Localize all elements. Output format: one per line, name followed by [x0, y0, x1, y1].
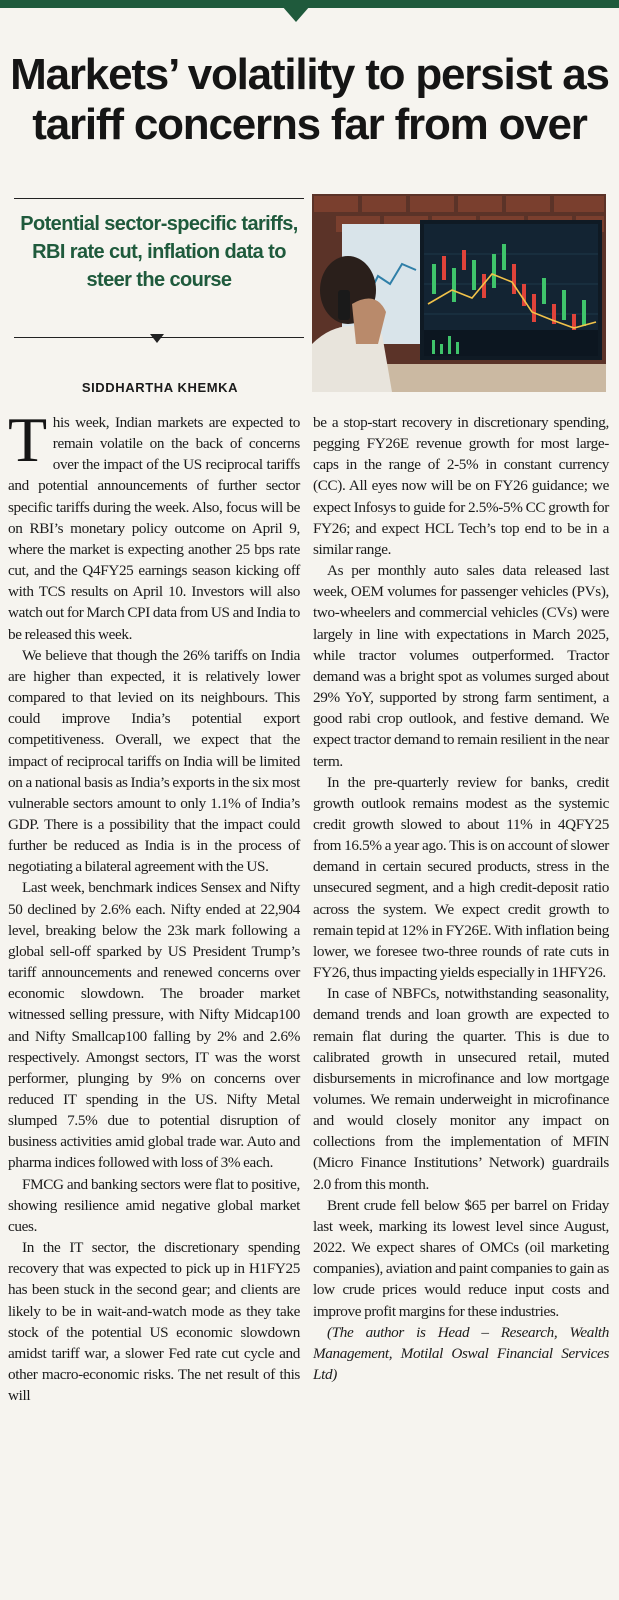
article-paragraph: We believe that though the 26% tariffs on India are higher than expected, it is relatively lower compared to that levied on its neighbours. This could improve India’s potential export competitiveness. Overall, we expect that the impact of reciprocal tariffs on India will be limited on a national basis as India’s exports in the six most vulnerable sectors amount to only 1.1% of India’s GDP. There is a possibility that the impact could further be reduced as India is in the process of negotiating a bilateral agreement with the US. [8, 646, 300, 876]
headline: Markets’ volatility to persist as tariff concerns far from over [10, 50, 609, 149]
article-paragraph: FMCG and banking sectors were flat to positive, showing resilience amid negative global market cues. [8, 1175, 300, 1235]
byline-author: SIDDHARTHA KHEMKA [81, 380, 239, 395]
article-paragraph: In the pre-quarterly review for banks, credit growth outlook remains modest as the systemic credit growth slowed to about 11% in 4QFY25 from 16.5% a year ago. This is on account of slower demand in certain secured products, stress in the unsecured segment, and a high credit-deposit ratio across the system. We expect credit growth to remain tepid at 12% in FY26E. With inflation being lower, we foresee two-three rounds of rate cuts in FY26, thus impacting yields especially in 1HFY26. [313, 773, 609, 982]
trader-on-phone-with-stock-charts-image [312, 194, 606, 392]
article-paragraph: As per monthly auto sales data released last week, OEM volumes for passenger vehicles (PVs), two-wheelers and commercial vehicles (CVs) were largely in line with expectations in March 2025, while tractor volumes outperformed. Tractor demand was a bright spot as volumes surged about 29% YoY, supported by strong farm sentiment, a good rabi crop outlook, and festive demand. We expect tractor demand to remain resilient in the near term. [313, 562, 609, 770]
drop-cap: T [8, 404, 47, 475]
article-paragraph: Brent crude fell below $65 per barrel on Friday last week, marking its lowest level since August, 2022. We expect shares of OMCs (oil marketing companies), aviation and paint companies to gain as low crude prices would reduce input costs and improve profit margins for these industries. [313, 1196, 609, 1320]
top-notch-marker [282, 6, 310, 22]
article-column-left [8, 404, 300, 1406]
article-paragraph: In the IT sector, the discretionary spending recovery that was expected to pick up in H1FY25 has been stuck in the second gear; and clients are likely to be in wait-and-watch mode as they take stock of the potential US economic slowdown amidst tariff war, a slower Fed rate cut cycle and other macro-economic risks. The net result of this will [8, 1239, 300, 1405]
article-paragraph [8, 404, 300, 645]
article-paragraph: Last week, benchmark indices Sensex and Nifty 50 declined by 2.6% each. Nifty ended at 22,904 level, breaking below the 23k mark following a global sell-off sparked by US President Trump’s tariff announcements and renewed concerns over economic slowdown. The broader market witnessed selling pressure, with Nifty Midcap100 and Nifty Smallcap100 falling by 2% and 2.6% respectively. Amongst sectors, IT was the worst performer, plunging by 9% on concerns over reduced IT spending in the US. Nifty Metal slumped 7.5% due to potential disruption of business activities amid global trade war. Auto and pharma indices followed with loss of 3% each. [8, 879, 300, 1172]
deck-arrow-icon [150, 334, 164, 343]
article-paragraph: In case of NBFCs, notwithstanding seasonality, demand trends and loan growth are expected to remain flat during the quarter. This is due to calibrated growth in unsecured retail, muted disbursements in microfinance and low mortgage volumes. We remain underweight in microfinance and would closely monitor any impact on collections from the implementation of MFIN (Micro Finance Institutions’ Network) guardrails 2.0 from this month. [313, 985, 609, 1193]
author-note: (The author is Head – Research, Wealth Management, Motilal Oswal Financial Services Ltd) [313, 1323, 609, 1384]
article-column-right [313, 412, 609, 1385]
deck-subheadline: Potential sector-specific tariffs, RBI rate cut, inflation data to steer the course [20, 213, 298, 291]
article-paragraph: be a stop-start recovery in discretionary spending, pegging FY26E revenue growth for most large-caps in the range of 2-5% in constant currency (CC). All eyes now will be on FY26 guidance; we expect Infosys to guide for 2.5%-5% CC growth for FY26; and expect HCL Tech’s top end to be in a similar range. [313, 414, 609, 558]
paragraph-text: his week, Indian markets are expected to remain volatile on the back of concerns over the impact of the US reciprocal tariffs and potential announcements of further sector specific tariffs during the week. Also, focus will be on RBI’s monetary policy outcome on April 9, where the market is expecting another 25 bps rate cut, and the Q4FY25 earnings season kicking off with TCS results on April 10. Investors will also watch out for March CPI data from US and India to be released this week. [8, 414, 300, 643]
